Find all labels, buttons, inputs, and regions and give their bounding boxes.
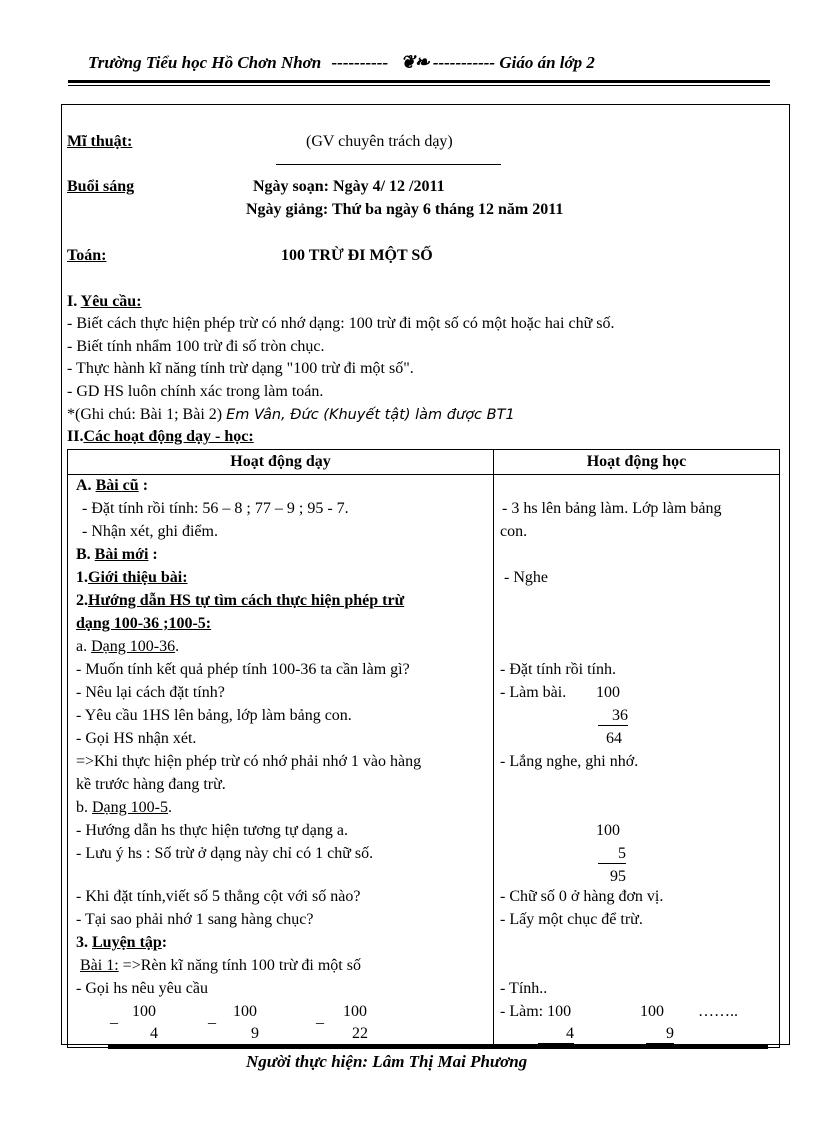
header-rule-second (68, 85, 770, 86)
learn-line: - Làm: 100 (500, 1003, 572, 1020)
calc-result: 95 (610, 868, 626, 885)
learn-line: - Lấy một chục để trừ. (500, 911, 643, 928)
calc-bottom: 9 (646, 1025, 674, 1044)
requirement-item: - Biết tính nhẩm 100 trừ đi số tròn chục. (67, 338, 325, 355)
plan-label: Giáo án lớp 2 (499, 53, 595, 72)
calc-bottom: 4 (538, 1025, 574, 1044)
page-header (88, 52, 595, 73)
calc-sign: _ (110, 1009, 118, 1026)
teach-line: - Nhận xét, ghi điểm. (82, 523, 218, 540)
column-header-teach: Hoạt động dạy (68, 450, 494, 475)
art-label: Mĩ thuật: (67, 133, 133, 150)
requirement-item: - Thực hành kĩ năng tính trừ dạng "100 trừ đi một số". (67, 360, 414, 377)
learn-line: - Tính.. (500, 980, 548, 997)
requirements-heading: I. Yêu cầu: (67, 293, 142, 310)
art-note: (GV chuyên trách dạy) (306, 133, 453, 150)
header-rule-thin (68, 80, 770, 83)
exercise-1: Bài 1: =>Rèn kĩ năng tính 100 trừ đi một số (80, 957, 361, 974)
calc-sign: _ (208, 1009, 216, 1026)
form-a-heading: a. Dạng 100-36. (76, 638, 180, 655)
form-b-heading: b. Dạng 100-5. (76, 799, 172, 816)
teach-line: - Gọi hs nêu yêu cầu (76, 980, 208, 997)
ornament-icon: ❦❧ (400, 52, 429, 72)
subject-label: Toán: (67, 247, 107, 264)
requirement-item: - GD HS luôn chính xác trong làm toán. (67, 383, 324, 400)
requirement-item: - Biết cách thực hiện phép trừ có nhớ dạng: 100 trừ đi một số có một hoặc hai chữ số. (67, 315, 615, 332)
calc-bottom: 36 (598, 707, 628, 726)
teach-line: - Muốn tính kết quả phép tính 100-36 ta cần làm gì? (76, 661, 410, 678)
activities-heading: II.Các hoạt động dạy - học: (67, 428, 254, 445)
calc-top: 100 (640, 1003, 664, 1020)
header-dashes-right: ----------- (432, 53, 496, 72)
learn-line: con. (500, 523, 528, 540)
header-dashes-left: ---------- (331, 53, 389, 72)
calc-bottom: 22 (352, 1025, 368, 1042)
school-name: Trường Tiểu học Hồ Chơn Nhơn (88, 53, 322, 72)
separator-line (276, 164, 501, 165)
teach-line: - Gọi HS nhận xét. (76, 730, 197, 747)
calc-bottom: 5 (598, 845, 626, 864)
calc-top: 100 (132, 1003, 156, 1020)
learn-line: - 3 hs lên bảng làm. Lớp làm bảng (502, 500, 722, 517)
step-intro: 1.Giới thiệu bài: (76, 569, 188, 586)
teach-date: Ngày giảng: Thứ ba ngày 6 tháng 12 năm 2011 (246, 201, 564, 218)
learn-line: - Đặt tính rồi tính. (500, 661, 616, 678)
calc-top: 100 (596, 822, 620, 839)
teach-line: kề trước hàng đang trừ. (76, 776, 226, 793)
calc-top: 100 (596, 684, 620, 701)
practice-heading: 3. Luyện tập: (76, 934, 168, 951)
calc-result: 64 (606, 730, 622, 747)
teach-line: - Nêu lại cách đặt tính? (76, 684, 225, 701)
teach-line: - Khi đặt tính,viết số 5 thẳng cột với số nào? (76, 888, 361, 905)
table-header-row (68, 450, 780, 475)
lesson-title: 100 TRỪ ĐI MỘT SỐ (281, 247, 433, 264)
teach-cell (68, 475, 494, 1048)
learn-line: - Nghe (504, 569, 548, 586)
learn-line: - Lắng nghe, ghi nhớ. (500, 753, 639, 770)
footer-rule (108, 1045, 768, 1049)
column-header-learn: Hoạt động học (494, 450, 780, 475)
step-guide-cont: dạng 100-36 ;100-5: (76, 615, 212, 632)
calc-bottom: 9 (251, 1025, 259, 1042)
calc-sign: _ (316, 1009, 324, 1026)
session-label: Buổi sáng (67, 178, 135, 195)
activities-table (67, 449, 780, 1048)
learn-line: - Chữ số 0 ở hàng đơn vị. (500, 888, 664, 905)
teach-line: - Tại sao phải nhớ 1 sang hàng chục? (76, 911, 314, 928)
prep-date: Ngày soạn: Ngày 4/ 12 /2011 (253, 178, 445, 195)
teach-line: - Hướng dẫn hs thực hiện tương tự dạng a. (76, 822, 349, 839)
calc-bottom: 4 (150, 1025, 158, 1042)
table-body-row (68, 475, 780, 1048)
footer-author: Người thực hiện: Lâm Thị Mai Phương (246, 1052, 528, 1071)
teach-line: - Đặt tính rồi tính: 56 – 8 ; 77 – 9 ; 95 - 7. (82, 500, 349, 517)
new-lesson-heading: B. Bài mới : (76, 546, 158, 563)
calc-top: 100 (233, 1003, 257, 1020)
teach-line: - Yêu cầu 1HS lên bảng, lớp làm bảng con. (76, 707, 352, 724)
requirements-note: *(Ghi chú: Bài 1; Bài 2) Em Vân, Đức (Khuyết tật) làm được BT1 (67, 406, 515, 423)
teach-line: =>Khi thực hiện phép trừ có nhớ phải nhớ 1 vào hàng (76, 753, 422, 770)
learn-cell (494, 475, 780, 1048)
ellipsis: …….. (698, 1003, 738, 1020)
calc-top: 100 (343, 1003, 367, 1020)
step-guide: 2.Hướng dẫn HS tự tìm cách thực hiện phép trừ (76, 592, 405, 609)
old-lesson-heading: A. Bài cũ : (76, 477, 149, 494)
learn-line: - Làm bài. (500, 684, 567, 701)
teach-line: - Lưu ý hs : Số trừ ở dạng này chỉ có 1 chữ số. (76, 845, 374, 862)
